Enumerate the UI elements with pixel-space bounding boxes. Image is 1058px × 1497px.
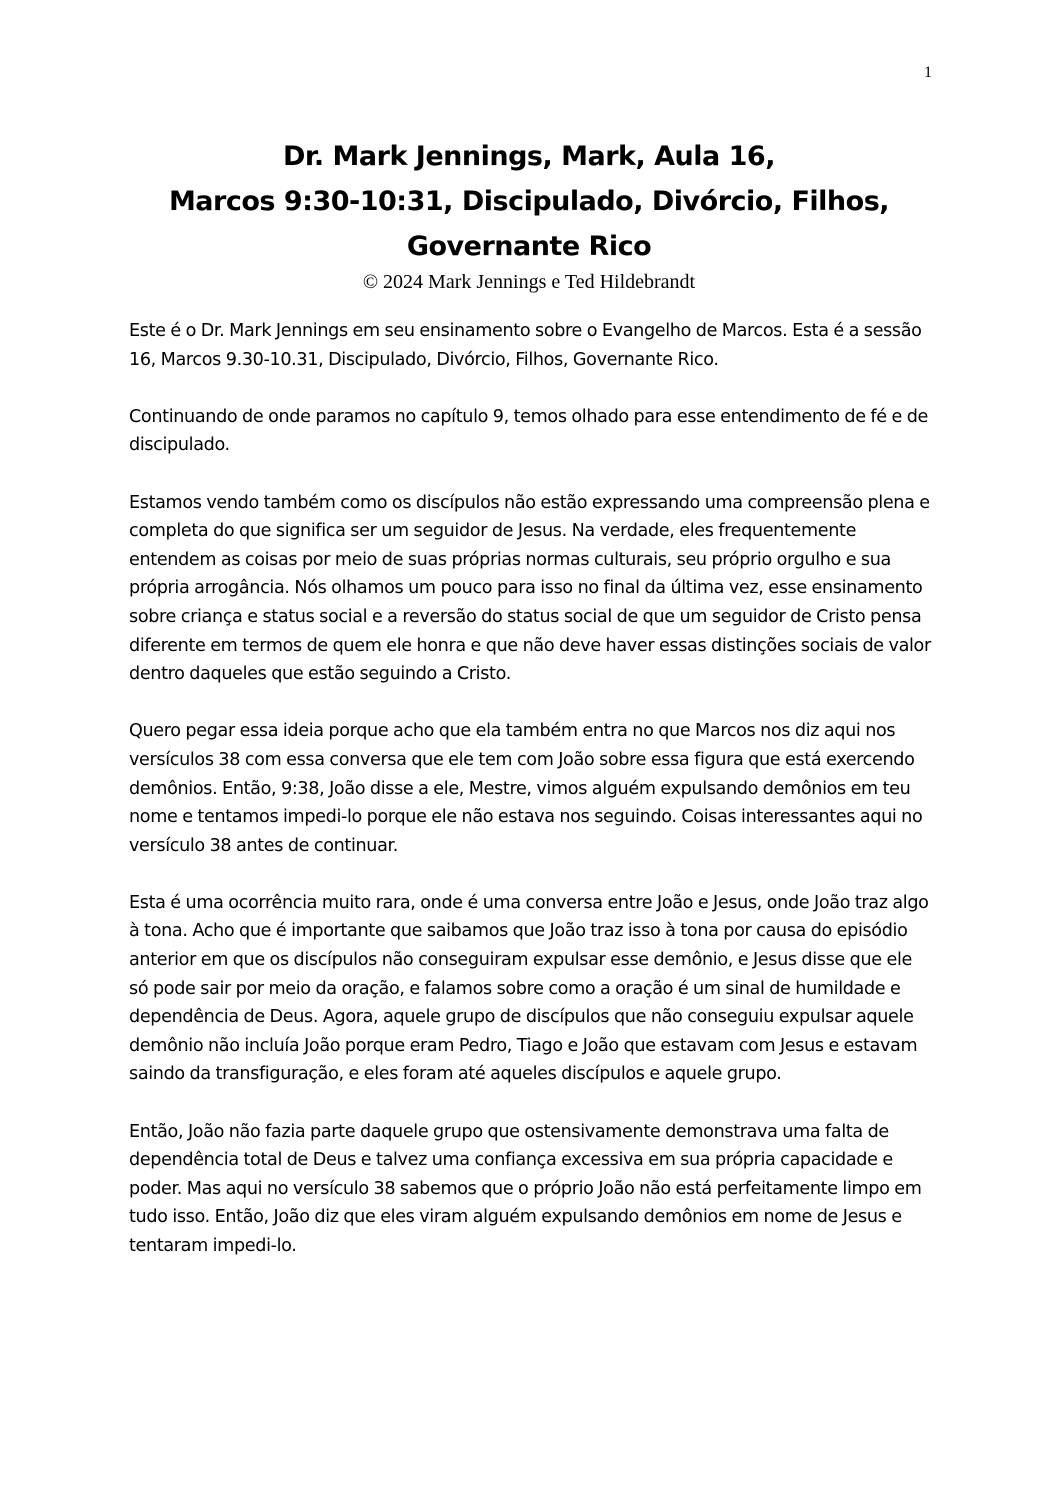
paragraph: Esta é uma ocorrência muito rara, onde é uma conversa entre João e Jesus, onde João traz algo à tona. Acho que é importante que saibamos que João traz isso à tona por causa do episódio anterior em que os discípulos não conseguiram expulsar esse demônio, e Jesus disse que ele só pode sair por meio da oração, e falamos sobre como a oração é um sinal de humildade e dependência de Deus. Agora, aquele grupo de discípulos que não conseguiu expulsar aquele demônio não incluía João porque eram Pedro, Tiago e João que estavam com Jesus e estavam saindo da transfiguração, e eles foram até aqueles discípulos e aquele grupo.	[129, 892, 929, 1085]
title-line-2: Marcos 9:30-10:31, Discipulado, Divórcio, Filhos,	[168, 186, 890, 217]
paragraph: Então, João não fazia parte daquele grupo que ostensivamente demonstrava uma falta de dependência total de Deus e talvez uma confiança excessiva em sua própria capacidade e poder. Mas aqui no versículo 38 sabemos que o próprio João não está perfeitamente limpo em tudo isso. Então, João diz que eles viram alguém expulsando demônios em nome de Jesus e tentaram impedi-lo.	[129, 1121, 922, 1256]
paragraph: Este é o Dr. Mark Jennings em seu ensinamento sobre o Evangelho de Marcos. Esta é a sessão 16, Marcos 9.30-10.31, Discipulado, Divórcio, Filhos, Governante Rico.	[129, 321, 922, 370]
copyright-notice: © 2024 Mark Jennings e Ted Hildebrandt	[362, 271, 696, 293]
paragraph: Continuando de onde paramos no capítulo 9, temos olhado para esse entendimento de fé e de discipulado.	[129, 406, 928, 456]
title-line-3: Governante Rico	[406, 231, 652, 262]
paragraph: Estamos vendo também como os discípulos não estão expressando uma compreensão plena e completa do que significa ser um seguidor de Jesus. Na verdade, eles frequentemente entendem as coisas por meio de suas próprias normas culturais, seu próprio orgulho e sua própria arrogância. Nós olhamos um pouco para isso no final da última vez, esse ensinamento sobre criança e status social e a reversão do status social de que um seguidor de Cristo pensa diferente em termos de quem ele honra e que não deve haver essas distinções sociais de valor dentro daqueles que estão seguindo a Cristo.	[129, 492, 931, 685]
body-text	[129, 317, 934, 1289]
title-line-1: Dr. Mark Jennings, Mark, Aula 16,	[283, 141, 775, 172]
document-header	[110, 134, 948, 295]
page-number: 1	[924, 64, 932, 81]
paragraph: Quero pegar essa ideia porque acho que ela também entra no que Marcos nos diz aqui nos versículos 38 com essa conversa que ele tem com João sobre essa figura que está exercendo demônios. Então, 9:38, João disse a ele, Mestre, vimos alguém expulsando demônios em teu nome e tentamos impedi-lo porque ele não estava nos seguindo. Coisas interessantes aqui no versículo 38 antes de continuar.	[129, 721, 923, 856]
